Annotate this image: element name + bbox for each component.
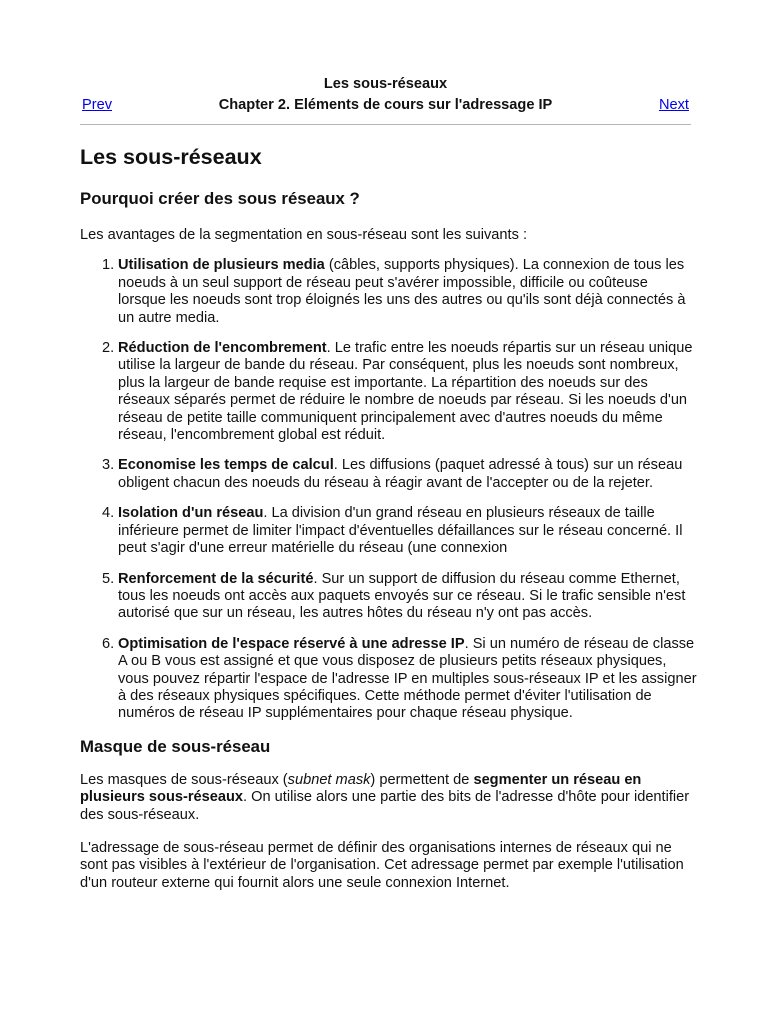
next-link[interactable]: Next: [658, 97, 689, 113]
list-item-text: . La division d'un grand réseau en plusieurs réseaux de taille inférieure permet de limiter l'impact d'éventuelles défaillances sur le réseau concerné. Il peut s'agir d'une erreur matérielle du réseau (une connexion: [118, 505, 683, 557]
chapter-title: Chapter 2. Eléments de cours sur l'adressage IP: [218, 97, 553, 113]
section-heading-subnet-mask: Masque de sous-réseau: [80, 736, 271, 756]
prev-link[interactable]: Prev: [82, 97, 113, 113]
p1-text-c: . On utilise alors une partie des bits de l'adresse d'hôte pour identifier des sous-réseaux.: [80, 789, 690, 823]
list-item-term: Optimisation de l'espace réservé à une adresse IP: [118, 635, 465, 652]
list-item: [80, 571, 698, 623]
p1-text-b: ) permettent de: [370, 771, 474, 788]
list-item-text: . Si un numéro de réseau de classe A ou B vous est assigné et que vous disposez de plusieurs petits réseaux physiques, vous pouvez répartir l'espace de l'adresse IP en multiples sous-réseaux IP et les assigner à des réseaux physiques spécifiques. Cette méthode permet d'éviter l'utilisation de numéros de réseau IP supplémentaires pour chaque réseau physique.: [118, 635, 697, 722]
section-heading-why-subnets: Pourquoi créer des sous réseaux ?: [80, 189, 360, 208]
section-title: Les sous-réseaux: [323, 76, 448, 92]
subnet-addressing-paragraph: L'adressage de sous-réseau permet de définir des organisations internes de réseaux qui ne sont pas visibles à l'extérieur de l'organisation. Cet adressage permet par exemple l'utilisation d'un routeur externe qui fournit alors une seule connexion Internet.: [80, 839, 684, 891]
list-item-text: (câbles, supports physiques). La connexion de tous les noeuds à un seul support de réseau peut s'avérer impossible, difficile ou coûteuse lorsque les noeuds sont trop éloignés les uns des autres ou qu'ils sont déjà connectés à un autre media.: [118, 257, 686, 326]
list-item: [80, 340, 698, 444]
list-item-term: Utilisation de plusieurs media: [118, 257, 325, 274]
list-item-term: Isolation d'un réseau: [118, 505, 264, 522]
p1-text-a: Les masques de sous-réseaux (: [80, 771, 288, 788]
list-item-number: 6.: [102, 635, 115, 652]
subnet-mask-paragraph: [80, 772, 691, 824]
list-item-number: 3.: [102, 457, 115, 474]
list-item-text: . Les diffusions (paquet adressé à tous) sur un réseau obligent chacun des noeuds du réseau à réagir avant de l'accepter ou de la rejeter.: [118, 457, 683, 491]
advantages-list: [80, 257, 697, 722]
p1-bold-phrase: segmenter un réseau en plusieurs sous-réseaux: [80, 771, 642, 806]
list-item-term: Economise les temps de calcul: [118, 457, 334, 474]
nav-row: [80, 94, 691, 116]
list-item: [80, 257, 698, 327]
list-item-text: . Sur un support de diffusion du réseau comme Ethernet, tous les noeuds ont accès aux paquets envoyés sur ce réseau. Si le trafic sensible n'est autorisé que sur un réseau, les autres hôtes du réseau n'y ont pas accès.: [118, 570, 686, 622]
list-item-number: 2.: [102, 340, 115, 357]
list-item-number: 5.: [102, 570, 115, 587]
list-item: [80, 505, 698, 557]
header-divider: [80, 124, 691, 125]
intro-paragraph: Les avantages de la segmentation en sous-réseau sont les suivants :: [80, 227, 528, 243]
list-item-term: Réduction de l'encombrement: [118, 340, 327, 357]
p1-italic-term: subnet mask: [287, 771, 371, 788]
navigation-header: [80, 74, 691, 116]
list-item: [80, 457, 698, 492]
list-item: [80, 636, 698, 723]
page-title: Les sous-réseaux: [80, 145, 262, 169]
list-item-number: 4.: [102, 505, 115, 522]
list-item-number: 1.: [102, 257, 115, 274]
list-item-term: Renforcement de la sécurité: [118, 570, 314, 587]
list-item-text: . Le trafic entre les noeuds répartis sur un réseau unique utilise la largeur de bande du réseau. Par conséquent, plus les noeuds sont nombreux, plus la largeur de bande requise est importante. La répartition des noeuds sur des réseaux séparés permet de réduire le nombre de noeuds par réseau. Si les noeuds d'un réseau de petite taille communiquent principalement avec d'autres noeuds du même réseau, l'encombrement global est réduit.: [118, 340, 693, 444]
main-content: [80, 143, 697, 892]
